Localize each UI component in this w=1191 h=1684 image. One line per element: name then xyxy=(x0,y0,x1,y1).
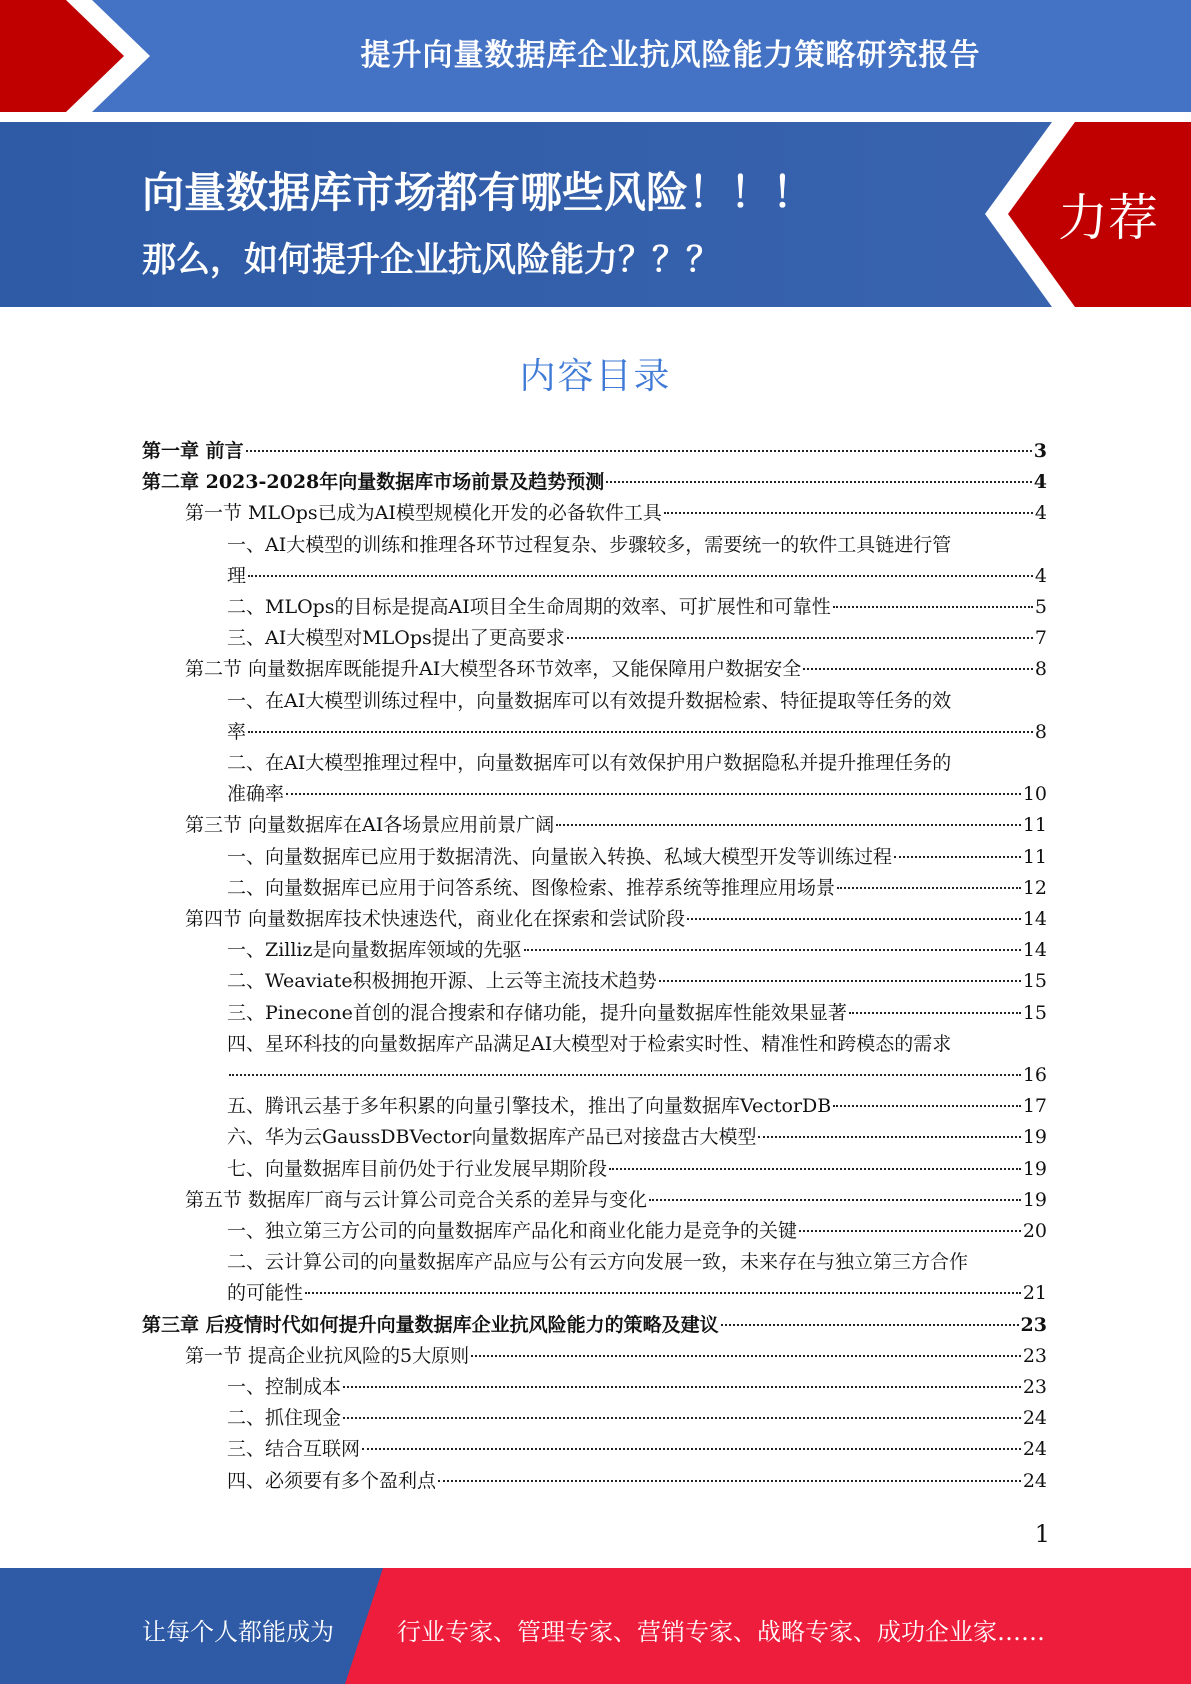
toc-page-number: 3 xyxy=(1033,440,1047,462)
toc-page-number: 21 xyxy=(1022,1282,1047,1305)
toc-page-number: 5 xyxy=(1034,596,1047,618)
toc-leader-dots xyxy=(799,1230,1021,1232)
toc-leader-dots xyxy=(833,1105,1021,1107)
toc-entry[interactable] xyxy=(227,1091,1047,1122)
toc-leader-dots xyxy=(286,793,1021,795)
toc-entry-text: 第三节 向量数据库在AI各场景应用前景广阔 xyxy=(185,814,555,837)
toc-page-number: 10 xyxy=(1022,783,1047,806)
toc-entry-text: 四、星环科技的向量数据库产品满足AI大模型对于检索实时性、精准性和跨模态的需求 xyxy=(227,1032,952,1055)
toc-entry[interactable] xyxy=(142,436,1047,467)
toc-entry-text: 二、抓住现金 xyxy=(227,1407,342,1430)
toc-page-number: 23 xyxy=(1020,1313,1047,1336)
toc-page-number: 24 xyxy=(1022,1407,1047,1430)
toc-leader-dots xyxy=(556,824,1021,826)
toc-entry-text: 第一章 前言 xyxy=(142,440,244,462)
toc-entry[interactable] xyxy=(227,1060,1047,1091)
toc-leader-dots xyxy=(837,887,1021,889)
toc-entry[interactable] xyxy=(185,904,1047,935)
toc-leader-dots xyxy=(248,575,1033,577)
toc-page-number: 19 xyxy=(1022,1126,1047,1149)
toc-entry[interactable] xyxy=(185,1185,1047,1216)
toc-page-number: 20 xyxy=(1022,1220,1047,1242)
toc-leader-dots xyxy=(606,481,1032,483)
toc-page-number: 14 xyxy=(1022,939,1047,962)
toc-entry-text: 五、腾讯云基于多年积累的向量引擎技术，推出了向量数据库VectorDB xyxy=(227,1095,832,1118)
toc-page-number: 8 xyxy=(1034,658,1047,681)
toc-entry[interactable] xyxy=(227,561,1047,592)
toc-entry-text: 七、向量数据库目前仍处于行业发展早期阶段 xyxy=(227,1157,608,1180)
toc-entry[interactable] xyxy=(227,1403,1047,1434)
toc-leader-dots xyxy=(567,637,1033,639)
toc-leader-dots xyxy=(305,1292,1021,1294)
toc-page-number: 24 xyxy=(1022,1469,1047,1492)
toc-entry[interactable] xyxy=(227,935,1047,966)
toc-page-number: 11 xyxy=(1022,814,1047,837)
toc-leader-dots xyxy=(248,731,1033,733)
toc-entry-text: 第二章 2023-2028年向量数据库市场前景及趋势预测 xyxy=(142,471,605,494)
toc-entry-text: 第四节 向量数据库技术快速迭代，商业化在探索和尝试阶段 xyxy=(185,908,686,930)
toc-entry-text: 一、独立第三方公司的向量数据库产品化和商业化能力是竞争的关键 xyxy=(227,1220,798,1242)
toc-entry[interactable] xyxy=(227,1466,1047,1497)
toc-leader-dots xyxy=(524,949,1021,951)
toc-title: 内容目录 xyxy=(519,356,672,397)
subheadline: 那么，如何提升企业抗风险能力？？？ xyxy=(142,240,720,280)
toc-entry[interactable] xyxy=(227,1154,1047,1185)
toc-leader-dots xyxy=(894,856,1021,858)
toc-page-number: 23 xyxy=(1022,1344,1047,1367)
toc-page-number: 4 xyxy=(1033,471,1047,494)
toc-entry-text: 一、向量数据库已应用于数据清洗、向量嵌入转换、私域大模型开发等训练过程 xyxy=(227,845,893,868)
toc-page-number: 11 xyxy=(1022,845,1047,868)
toc-leader-dots xyxy=(659,980,1021,982)
toc-leader-dots xyxy=(849,1012,1021,1014)
toc-page-number: 12 xyxy=(1022,876,1047,899)
toc-page-number: 23 xyxy=(1022,1376,1047,1398)
toc-entry[interactable] xyxy=(227,1216,1047,1247)
toc-entry[interactable] xyxy=(227,592,1047,623)
toc-leader-dots xyxy=(687,918,1021,920)
toc-entry[interactable] xyxy=(227,717,1047,748)
toc-leader-dots xyxy=(229,1074,1021,1076)
toc-entry-text: 率 xyxy=(227,720,247,743)
toc-entry-text: 第五节 数据库厂商与云计算公司竞合关系的差异与变化 xyxy=(185,1188,648,1211)
toc-entry-text: 四、必须要有多个盈利点 xyxy=(227,1469,437,1492)
footer-slogan-right: 行业专家、管理专家、营销专家、战略专家、成功企业家…… xyxy=(397,1618,1045,1646)
toc-page-number: 15 xyxy=(1022,1001,1047,1024)
toc-page-number: 16 xyxy=(1022,1064,1047,1086)
toc-entry[interactable] xyxy=(227,842,1047,873)
toc-entry-text: 的可能性 xyxy=(227,1282,304,1305)
toc-entry[interactable] xyxy=(185,498,1047,529)
toc-leader-dots xyxy=(664,512,1033,514)
toc-entry-text: 第二节 向量数据库既能提升AI大模型各环节效率，又能保障用户数据安全 xyxy=(185,658,802,681)
toc-entry-text: 二、Weaviate积极拥抱开源、上云等主流技术趋势 xyxy=(227,970,657,993)
toc-entry[interactable] xyxy=(227,779,1047,810)
toc-page-number: 19 xyxy=(1022,1157,1047,1180)
toc-leader-dots xyxy=(649,1199,1021,1201)
toc-entry[interactable] xyxy=(185,810,1047,841)
toc-entry[interactable] xyxy=(227,1434,1047,1465)
toc-page-number: 7 xyxy=(1034,627,1047,650)
footer-slogan-left: 让每个人都能成为 xyxy=(142,1618,334,1646)
toc-entry[interactable] xyxy=(227,873,1047,904)
toc-page-number: 14 xyxy=(1022,908,1047,930)
toc-entry-text: 第一节 提高企业抗风险的5大原则 xyxy=(185,1344,470,1367)
toc-page-number: 24 xyxy=(1022,1438,1047,1461)
toc-page-number: 4 xyxy=(1034,502,1047,525)
toc-page-number: 4 xyxy=(1034,564,1047,587)
toc-leader-dots xyxy=(438,1480,1021,1482)
toc-entry[interactable] xyxy=(142,1310,1047,1341)
toc-entry-text: 理 xyxy=(227,564,247,587)
toc-leader-dots xyxy=(758,1136,1020,1138)
toc-entry-text: 二、云计算公司的向量数据库产品应与公有云方向发展一致，未来存在与独立第三方合作 xyxy=(227,1251,969,1274)
toc-entry-text: 三、AI大模型对MLOps提出了更高要求 xyxy=(227,627,565,650)
toc-leader-dots xyxy=(721,1324,1019,1326)
page-number: 1 xyxy=(1034,1520,1050,1548)
toc-entry-text: 一、Zilliz是向量数据库领域的先驱 xyxy=(227,939,522,962)
toc-entry-text: 六、华为云GaussDBVector向量数据库产品已对接盘古大模型 xyxy=(227,1126,757,1149)
toc-entry-text: 二、在AI大模型推理过程中，向量数据库可以有效保护用户数据隐私并提升推理任务的 xyxy=(227,752,952,774)
toc-entry[interactable] xyxy=(227,623,1047,654)
toc-entry-text: 二、MLOps的目标是提高AI项目全生命周期的效率、可扩展性和可靠性 xyxy=(227,596,831,618)
toc-entry-text: 三、Pinecone首创的混合搜索和存储功能，提升向量数据库性能效果显著 xyxy=(227,1001,847,1024)
toc-entry[interactable] xyxy=(227,1122,1047,1153)
toc-leader-dots xyxy=(609,1168,1021,1170)
toc-leader-dots xyxy=(343,1386,1021,1388)
toc-entry-text: 三、结合互联网 xyxy=(227,1438,361,1461)
toc-entry-text: 准确率 xyxy=(227,783,285,806)
toc-entry-text: 一、控制成本 xyxy=(227,1376,342,1398)
toc-entry[interactable] xyxy=(142,467,1047,498)
toc-entry[interactable] xyxy=(227,1372,1047,1403)
toc-entry[interactable] xyxy=(185,654,1047,685)
toc-page-number: 19 xyxy=(1022,1188,1047,1211)
toc-leader-dots xyxy=(803,668,1033,670)
toc-entry[interactable] xyxy=(185,1341,1047,1372)
toc-entry-text: 第三章 后疫情时代如何提升向量数据库企业抗风险能力的策略及建议 xyxy=(142,1313,719,1336)
toc-page-number: 15 xyxy=(1022,970,1047,993)
toc-entry[interactable] xyxy=(227,998,1047,1029)
headline: 向量数据库市场都有哪些风险！！！ xyxy=(142,168,815,217)
toc-entry[interactable] xyxy=(227,966,1047,997)
toc-entry[interactable] xyxy=(227,1278,1047,1309)
toc-entry-text: 一、AI大模型的训练和推理各环节过程复杂、步骤较多，需要统一的软件工具链进行管 xyxy=(227,533,952,556)
report-title: 提升向量数据库企业抗风险能力策略研究报告 xyxy=(360,38,981,73)
toc-leader-dots xyxy=(343,1417,1021,1419)
toc-leader-dots xyxy=(471,1355,1021,1357)
toc-entry-text: 第一节 MLOps已成为AI模型规模化开发的必备软件工具 xyxy=(185,502,662,525)
toc-page-number: 17 xyxy=(1022,1095,1047,1118)
toc-leader-dots xyxy=(362,1448,1021,1450)
toc-leader-dots xyxy=(246,450,1032,452)
toc-page-number: 8 xyxy=(1034,720,1047,743)
toc-entry-text: 一、在AI大模型训练过程中，向量数据库可以有效提升数据检索、特征提取等任务的效 xyxy=(227,689,952,712)
toc-leader-dots xyxy=(833,606,1033,608)
recommend-badge: 力荐 xyxy=(1058,189,1158,247)
toc-entry-text: 二、向量数据库已应用于问答系统、图像检索、推荐系统等推理应用场景 xyxy=(227,876,836,899)
